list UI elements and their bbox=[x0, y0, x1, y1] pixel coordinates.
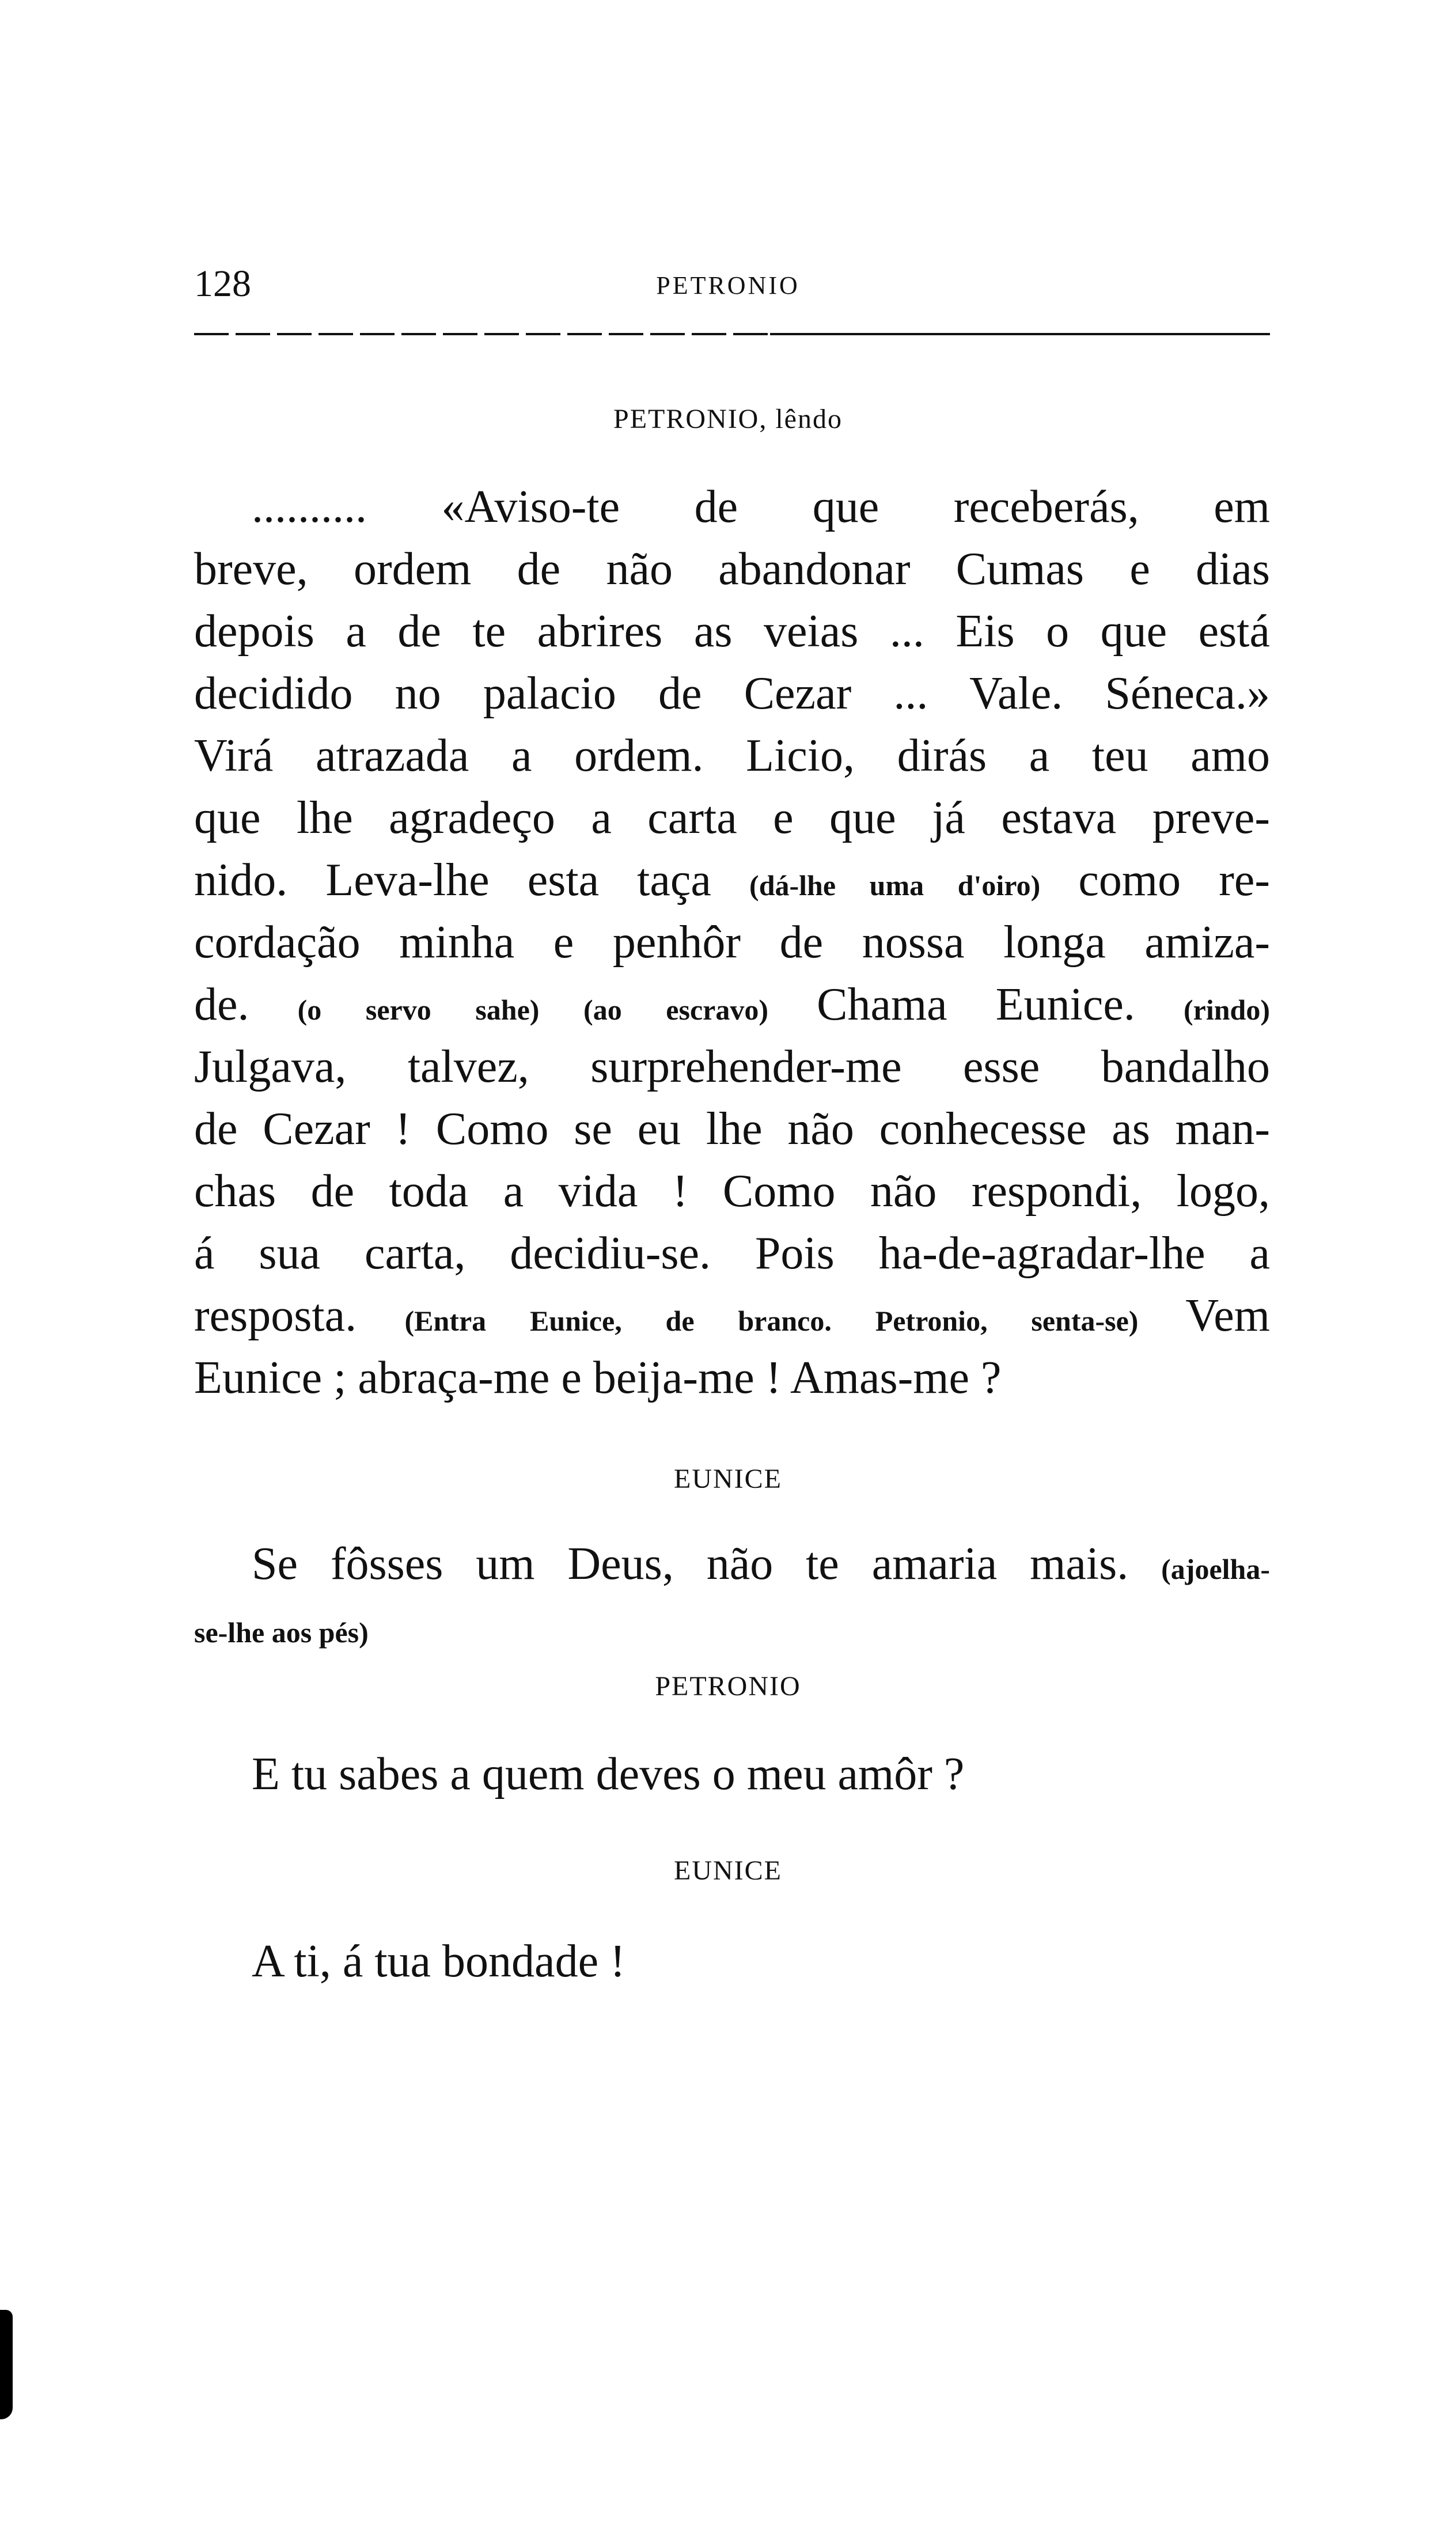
text-line bbox=[194, 603, 1270, 660]
speaker-name: PETRONIO, lêndo bbox=[613, 404, 843, 434]
dialogue-text: de. bbox=[194, 979, 298, 1030]
dialogue-text: resposta. bbox=[194, 1290, 405, 1341]
dialogue-text: E tu sabes a quem deves o meu amôr ? bbox=[252, 1749, 965, 1800]
text-line bbox=[194, 1535, 1270, 1598]
stage-direction: (ajoelha- bbox=[1161, 1553, 1270, 1585]
text-line bbox=[194, 540, 1270, 598]
text-line bbox=[194, 976, 1270, 1039]
speaker-name: PETRONIO bbox=[655, 1671, 801, 1702]
text-line bbox=[194, 1933, 1270, 1990]
dialogue-text: Se fôsses um Deus, não te amaria mais. bbox=[252, 1539, 1162, 1589]
dialogue-text: A ti, á tua bondade ! bbox=[252, 1936, 625, 1987]
text-line bbox=[194, 665, 1270, 722]
text-line bbox=[194, 1100, 1270, 1158]
dialogue-text: Vem bbox=[1138, 1290, 1270, 1341]
stage-direction: (rindo) bbox=[1184, 994, 1271, 1026]
dialogue-text: .......... «Aviso-te de que receberás, em bbox=[252, 482, 1270, 532]
stage-direction: (Entra Eunice, de branco. Petronio, senta-se) bbox=[404, 1305, 1139, 1337]
text-line bbox=[194, 851, 1270, 914]
dialogue-text: depois a de te abrires as veias ... Eis o que está bbox=[194, 606, 1270, 657]
stage-direction: se-lhe aos pés) bbox=[194, 1616, 369, 1649]
dialogue-text: breve, ordem de não abandonar Cumas e dias bbox=[194, 544, 1270, 594]
text-line bbox=[194, 1598, 1270, 1661]
text-line bbox=[194, 1038, 1270, 1096]
dialogue-text: decidido no palacio de Cezar ... Vale. Séneca.» bbox=[194, 668, 1270, 719]
dialogue-text: que lhe agradeço a carta e que já estava preve- bbox=[194, 793, 1270, 843]
text-line bbox=[194, 914, 1270, 971]
dialogue-text: Julgava, talvez, surprehender-me esse bandalho bbox=[194, 1041, 1270, 1092]
page-number: 128 bbox=[194, 263, 251, 305]
dialogue-text: cordação minha e penhôr de nossa longa amiza- bbox=[194, 917, 1270, 968]
header-rule-dashed bbox=[194, 333, 770, 335]
speaker-name: EUNICE bbox=[674, 1855, 782, 1886]
text-line bbox=[194, 1287, 1270, 1350]
text-line bbox=[194, 1225, 1270, 1282]
text-line bbox=[194, 789, 1270, 847]
stage-direction: (dá-lhe uma d'oiro) bbox=[749, 869, 1041, 901]
dialogue-text: Chama Eunice. bbox=[768, 979, 1184, 1030]
text-line bbox=[194, 1745, 1270, 1803]
text-line bbox=[194, 727, 1270, 785]
dialogue-text: nido. Leva-lhe esta taça bbox=[194, 855, 750, 906]
stage-direction: (o servo sahe) (ao escravo) bbox=[297, 994, 768, 1026]
dialogue-text: de Cezar ! Como se eu lhe não conhecesse as man- bbox=[194, 1104, 1270, 1154]
speaker-name: EUNICE bbox=[674, 1464, 782, 1494]
running-title: PETRONIO bbox=[656, 271, 800, 300]
dialogue-text: chas de toda a vida ! Como não respondi, logo, bbox=[194, 1166, 1270, 1217]
text-line bbox=[194, 478, 1270, 536]
dialogue-text: como re- bbox=[1040, 855, 1270, 906]
dialogue-text: á sua carta, decidiu-se. Pois ha-de-agradar-lhe a bbox=[194, 1228, 1270, 1279]
dialogue-text: Eunice ; abraça-me e beija-me ! Amas-me ? bbox=[194, 1353, 1002, 1403]
text-line bbox=[194, 1162, 1270, 1220]
text-line bbox=[194, 1349, 1270, 1407]
dialogue-text: Virá atrazada a ordem. Licio, dirás a teu amo bbox=[194, 730, 1270, 781]
scan-artifact bbox=[0, 2310, 13, 2419]
